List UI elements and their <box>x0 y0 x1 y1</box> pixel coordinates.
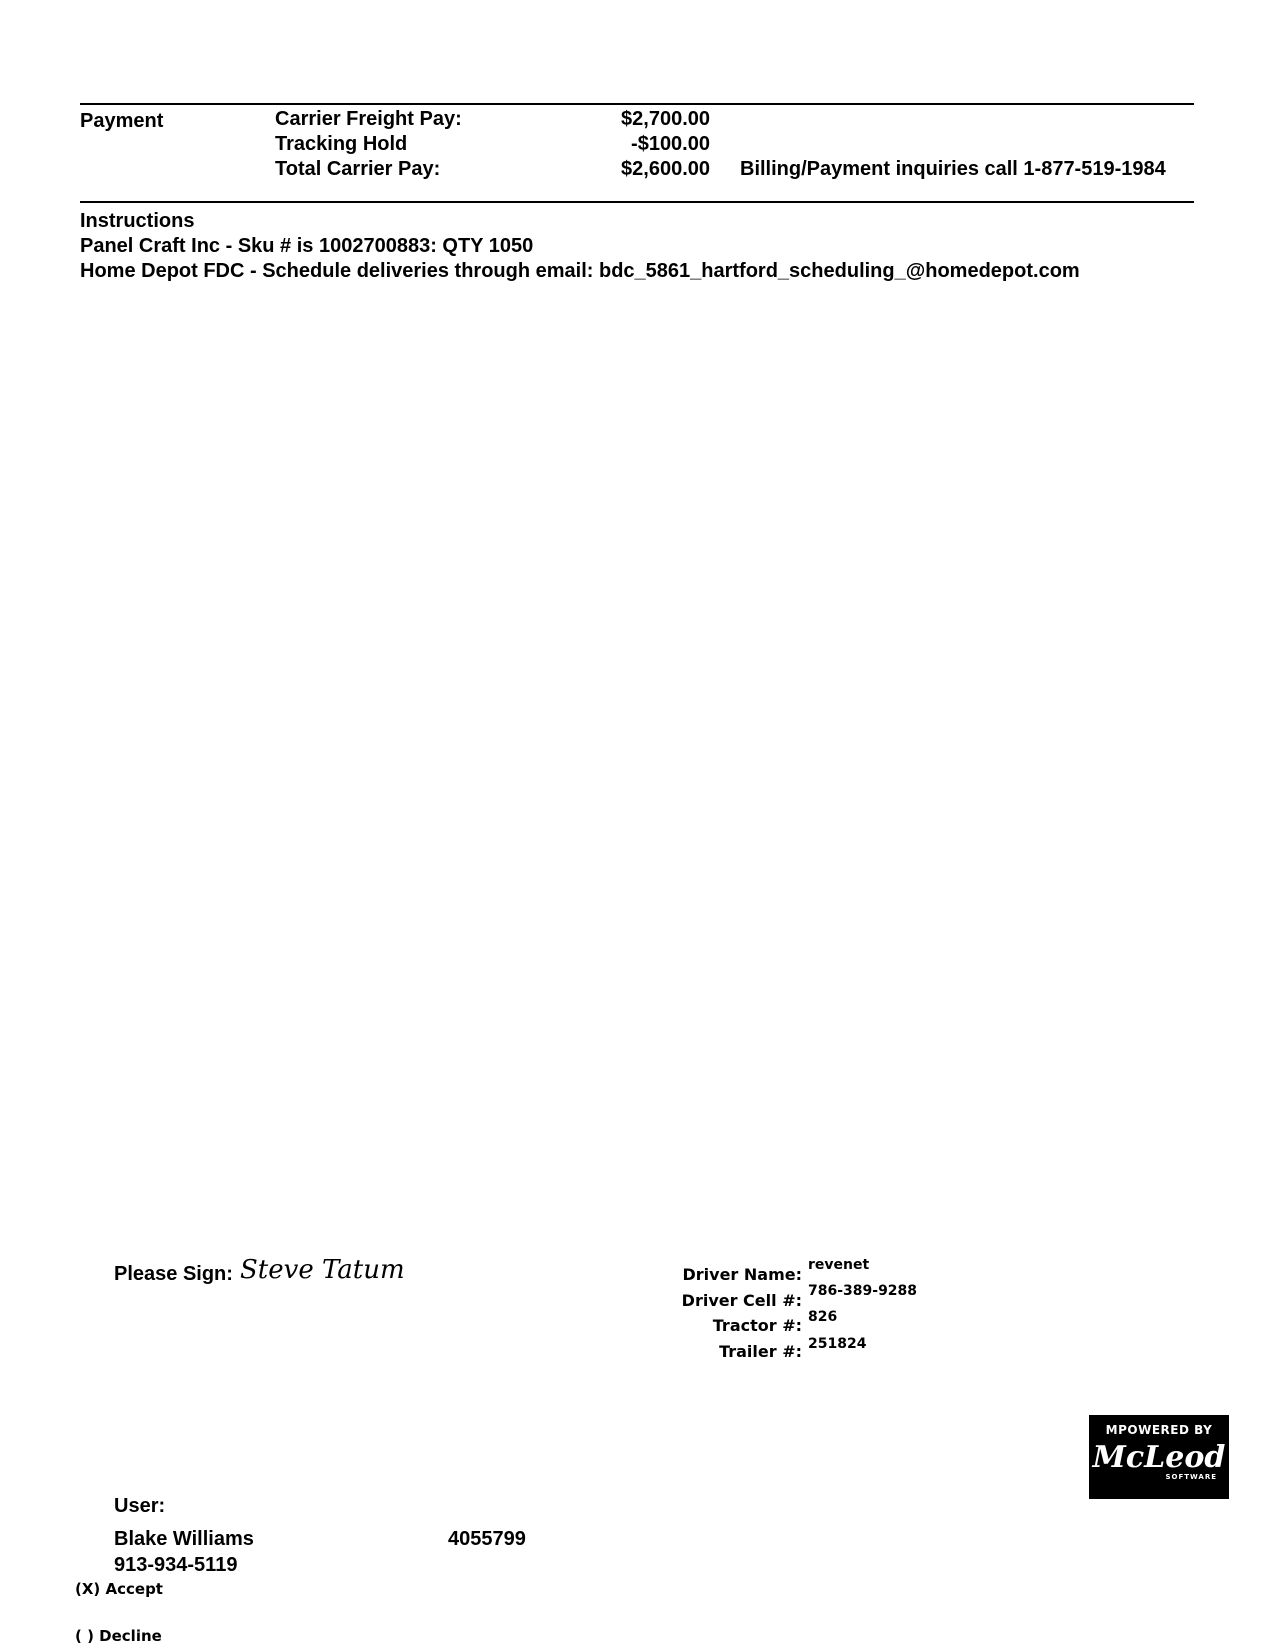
logo-brand-text: McLeod <box>1092 1440 1226 1475</box>
carrier-freight-pay-amount: $2,700.00 <box>621 108 710 130</box>
logo-top-text: MPOWERED BY <box>1105 1423 1213 1437</box>
trailer-label: Trailer #: <box>719 1342 802 1361</box>
user-id: 4055799 <box>448 1528 526 1550</box>
trailer-value: 251824 <box>808 1336 867 1352</box>
please-sign-label: Please Sign: <box>114 1263 233 1285</box>
driver-name-label: Driver Name: <box>682 1265 802 1284</box>
decline-option[interactable]: ( ) Decline <box>75 1627 162 1645</box>
driver-cell-value: 786-389-9288 <box>808 1283 918 1299</box>
payment-top-rule <box>80 103 1194 105</box>
user-phone: 913-934-5119 <box>114 1554 238 1576</box>
payment-section-label: Payment <box>80 110 164 132</box>
tractor-value: 826 <box>808 1309 838 1325</box>
driver-cell-label: Driver Cell #: <box>681 1291 802 1310</box>
tracking-hold-amount: -$100.00 <box>631 133 710 155</box>
accept-option[interactable]: (X) Accept <box>75 1580 163 1598</box>
billing-inquiries-text: Billing/Payment inquiries call 1-877-519-1984 <box>740 158 1166 180</box>
total-carrier-pay-amount: $2,600.00 <box>621 158 710 180</box>
payment-bottom-rule <box>80 201 1194 203</box>
instruction-line: Home Depot FDC - Schedule deliveries through email: bdc_5861_hartford_scheduling_@homedepot.com <box>80 260 1080 282</box>
total-carrier-pay-label: Total Carrier Pay: <box>275 158 441 180</box>
mcleod-logo <box>1089 1415 1229 1499</box>
tracking-hold-label: Tracking Hold <box>275 133 408 155</box>
carrier-freight-pay-label: Carrier Freight Pay: <box>275 108 462 130</box>
user-name: Blake Williams <box>114 1528 254 1550</box>
instructions-heading: Instructions <box>80 210 195 232</box>
signature-value: Steve Tatum <box>240 1255 405 1285</box>
tractor-label: Tractor #: <box>712 1316 802 1335</box>
logo-bottom-text: SOFTWARE <box>1165 1473 1217 1481</box>
driver-name-value: revenet <box>808 1257 870 1273</box>
user-label: User: <box>114 1495 166 1517</box>
instruction-line: Panel Craft Inc - Sku # is 1002700883: QTY 1050 <box>80 235 534 257</box>
